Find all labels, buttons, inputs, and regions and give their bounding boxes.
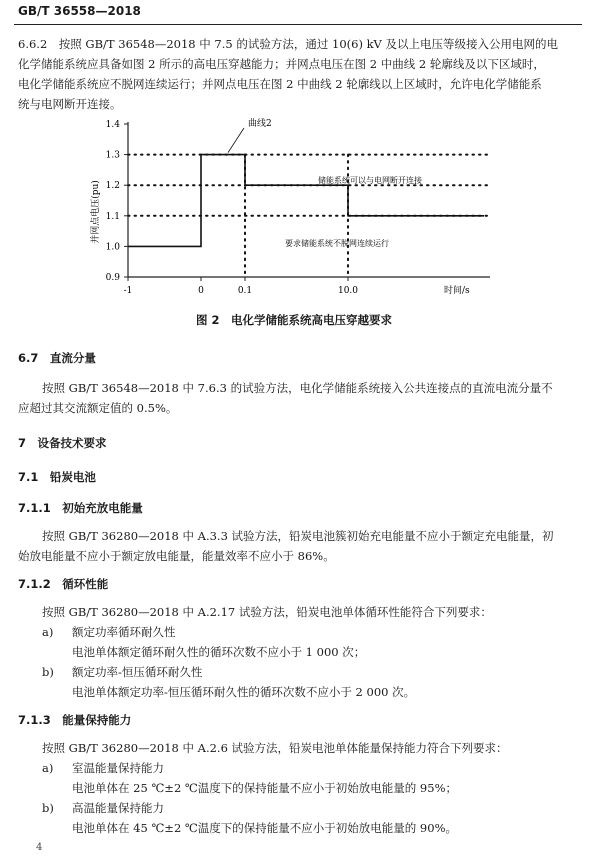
list-marker: b): [42, 801, 54, 815]
s662-line-1: 6.6.2 按照 GB/T 36548—2018 中 7.5 的试验方法，通过 10(6) kV 及以上电压等级接入公用电网的电: [18, 37, 559, 51]
s713-item-b: [42, 798, 164, 818]
s662-line-2: 化学储能系统应具备如图 2 所示的高电压穿越能力；并网点电压在图 2 中曲线 2 轮廓线及以下区域时，: [18, 57, 545, 71]
list-label: 额定功率-恒压循环耐久性: [72, 665, 203, 679]
s7-title: 7 设备技术要求: [18, 436, 107, 450]
s711-line-1: 按照 GB/T 36280—2018 中 A.3.3 试验方法，铅炭电池簇初始充电能量不应小于额定充电能量，初: [42, 529, 554, 543]
s713-item-a: [42, 758, 164, 778]
x-tick-label: 0.1: [237, 286, 253, 296]
s712-item-a: [42, 622, 176, 642]
chart-ylabel: 并网点电压(pu): [91, 180, 101, 244]
figure-caption: 图 2 电化学储能系统高电压穿越要求: [196, 313, 393, 327]
annotation-below: 要求储能系统不脱网连续运行: [285, 239, 389, 248]
s712-item-b-text: 电池单体额定功率-恒压循环耐久性的循环次数不应小于 2 000 次。: [72, 685, 416, 699]
x-tick-label: 10.0: [337, 286, 359, 296]
s712-intro: 按照 GB/T 36280—2018 中 A.2.17 试验方法，铅炭电池单体循环性能符合下列要求：: [42, 605, 492, 619]
y-tick-label: 1.1: [105, 211, 120, 222]
s711-title: 7.1.1 初始充放电能量: [18, 501, 143, 515]
s662-line-4: 统与电网断开连接。: [18, 97, 122, 111]
list-label: 室温能量保持能力: [72, 761, 164, 775]
series-line-curve2: [128, 155, 484, 247]
s711-line-2: 始放电能量不应小于额定放电能量，能量效率不应小于 86%。: [18, 549, 335, 563]
s67-title: 6.7 直流分量: [18, 351, 96, 365]
y-tick-label: 0.9: [105, 273, 120, 283]
list-label: 高温能量保持能力: [72, 801, 164, 815]
s712-item-b: [42, 662, 202, 682]
y-tick-label: 1.0: [105, 242, 120, 253]
page-number: 4: [36, 842, 43, 853]
chart-xlabel: 时间/s: [444, 286, 470, 296]
s712-item-a-text: 电池单体额定循环耐久性的循环次数不应小于 1 000 次；: [72, 645, 366, 659]
s71-title: 7.1 铅炭电池: [18, 470, 96, 484]
s713-title: 7.1.3 能量保持能力: [18, 713, 132, 727]
s713-item-a-text: 电池单体在 25 ℃±2 ℃温度下的保持能量不应小于初始放电能量的 95%；: [72, 781, 457, 795]
s713-intro: 按照 GB/T 36280—2018 中 A.2.6 试验方法，铅炭电池单体能量保持能力符合下列要求：: [42, 741, 508, 755]
s67-line-2: 应超过其交流额定值的 0.5%。: [18, 401, 178, 415]
s662-line-3: 电化学储能系统应不脱网连续运行；并网点电压在图 2 中曲线 2 轮廓线以上区域时，允许电化学储能系: [18, 77, 542, 91]
y-tick-label: 1.2: [105, 181, 120, 192]
header-rule: [14, 24, 582, 25]
list-marker: a): [42, 625, 54, 639]
standard-header: GB/T 36558—2018: [18, 4, 141, 18]
s712-title: 7.1.2 循环性能: [18, 577, 109, 591]
list-marker: b): [42, 665, 54, 679]
hvrt-chart: [0, 112, 596, 307]
list-label: 额定功率循环耐久性: [72, 625, 176, 639]
y-tick-label: 1.3: [105, 150, 120, 161]
annotation-above: 储能系统可以与电网断开连接: [318, 176, 422, 185]
s67-line-1: 按照 GB/T 36548—2018 中 7.6.3 的试验方法，电化学储能系统接入公共连接点的直流电流分量不: [42, 381, 553, 395]
curve-leader-line: [228, 128, 244, 153]
annotation-curve: 曲线2: [248, 119, 272, 129]
list-marker: a): [42, 761, 54, 775]
x-tick-label: 0: [198, 286, 204, 296]
x-tick-label: -1: [123, 286, 133, 296]
y-tick-label: 1.4: [105, 120, 120, 130]
s713-item-b-text: 电池单体在 45 ℃±2 ℃温度下的保持能量不应小于初始放电能量的 90%。: [72, 821, 457, 835]
